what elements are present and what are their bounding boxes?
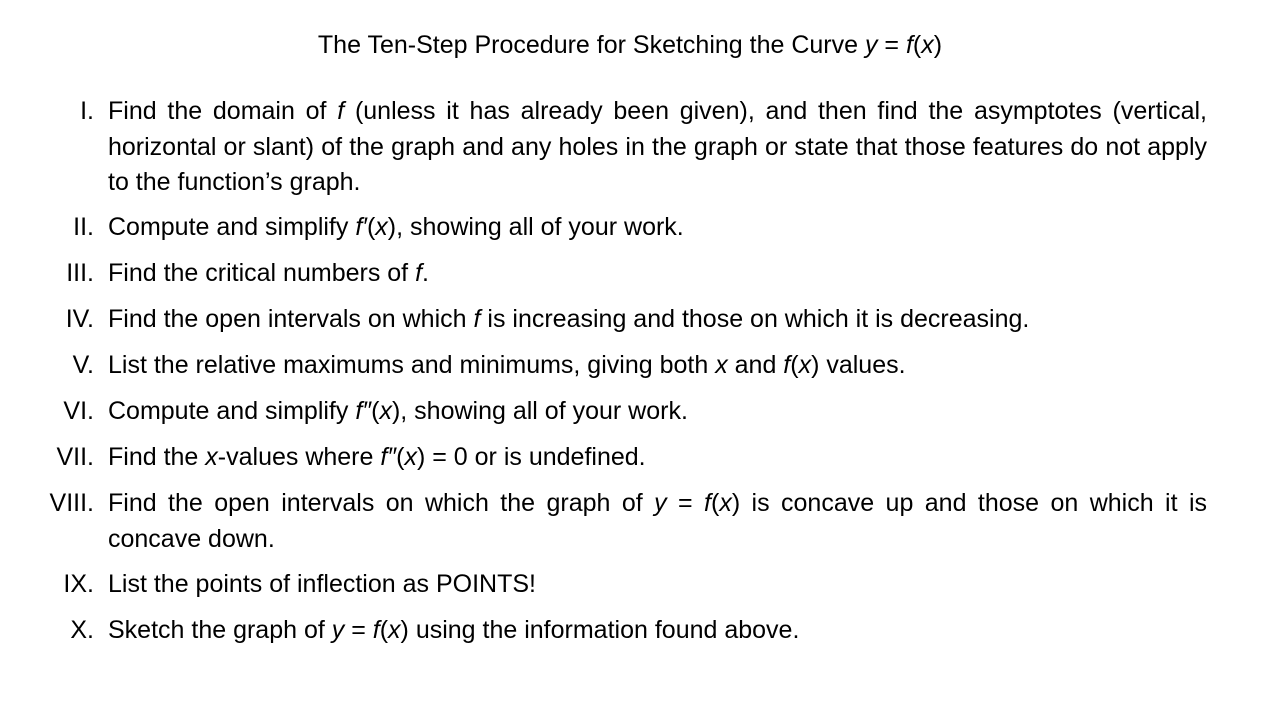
step-text-part: =	[666, 489, 705, 517]
step-text	[108, 440, 1207, 476]
math-f: f	[783, 351, 791, 379]
step-text-part: Find the domain of	[108, 97, 338, 125]
title-x: x	[921, 31, 934, 59]
math-open-paren: (	[366, 213, 376, 241]
math-f-prime: f′	[355, 213, 367, 241]
math-x: x	[205, 443, 218, 471]
math-open-paren: (	[710, 489, 720, 517]
step-number: II.	[73, 213, 94, 241]
title-y: y	[864, 31, 878, 59]
step-text-part: List the points of inflection as POINTS!	[108, 570, 536, 598]
step-text	[108, 486, 1207, 557]
step-text	[108, 348, 1207, 384]
step-number: VIII.	[49, 489, 94, 517]
math-f: f	[372, 616, 380, 644]
math-x: x	[404, 443, 417, 471]
step-number: IX.	[63, 570, 94, 598]
step-number: VII.	[56, 443, 94, 471]
step-text	[108, 394, 1207, 430]
step-number: X.	[70, 616, 94, 644]
math-f: f	[473, 305, 481, 333]
math-f: f	[415, 259, 423, 287]
step-text-part: Compute and simplify	[108, 213, 356, 241]
step-text-part: Find the critical numbers of	[108, 259, 416, 287]
step-text	[108, 210, 1207, 246]
math-y: y	[654, 489, 667, 517]
step-text-part: is increasing and those on which it is decreasing.	[480, 305, 1030, 333]
title-f: f	[905, 31, 913, 59]
step-text-part: Find the open intervals on which the graph of	[108, 489, 655, 517]
math-f-double-prime: f″	[380, 443, 397, 471]
math-x: x	[719, 489, 732, 517]
step-number: IV.	[65, 305, 94, 333]
title-equals: =	[877, 31, 906, 59]
step-text-part: and	[727, 351, 784, 379]
step-text-part: ) = 0 or is undefined.	[416, 443, 646, 471]
step-text	[108, 302, 1207, 338]
math-f: f	[337, 97, 345, 125]
math-y: y	[331, 616, 345, 644]
step-number: VI.	[63, 397, 94, 425]
page-title	[0, 28, 1260, 62]
step-text-part: ) using the information found above.	[400, 616, 800, 644]
math-open-paren: (	[790, 351, 799, 379]
step-number: III.	[66, 259, 94, 287]
step-text	[108, 256, 1207, 292]
math-x: x	[715, 351, 728, 379]
step-text-part: =	[344, 616, 373, 644]
math-f: f	[704, 489, 711, 517]
step-text-part: ), showing all of your work.	[387, 213, 684, 241]
math-x: x	[379, 397, 392, 425]
step-text-part: ) is concave up and those on which it is concave down.	[108, 489, 1207, 553]
title-open-paren: (	[912, 31, 922, 59]
step-number: I.	[80, 97, 94, 125]
math-x: x	[798, 351, 812, 379]
step-number: V.	[72, 351, 94, 379]
step-text-part: Compute and simplify	[108, 397, 356, 425]
step-text-part: -values where	[217, 443, 381, 471]
step-text-part: (unless it has already been given), and then find the asymptotes (vertical, horizontal or slant) of the graph and any holes in the graph or state that those features do not apply to the function’s graph.	[108, 97, 1207, 196]
step-text	[108, 567, 1207, 603]
math-open-paren: (	[371, 397, 380, 425]
step-text-part: List the relative maximums and minimums, giving both	[108, 351, 716, 379]
step-text-part: Find the open intervals on which	[108, 305, 474, 333]
math-open-paren: (	[379, 616, 389, 644]
step-text-part: ), showing all of your work.	[391, 397, 688, 425]
math-x: x	[388, 616, 401, 644]
math-x: x	[375, 213, 388, 241]
step-text-part: ) values.	[811, 351, 906, 379]
math-open-paren: (	[396, 443, 405, 471]
step-text-part: Sketch the graph of	[108, 616, 332, 644]
step-text	[108, 94, 1207, 201]
step-text	[108, 613, 1207, 649]
title-close-paren: )	[933, 31, 943, 59]
step-text-part: .	[422, 259, 429, 287]
math-f-double-prime: f″	[355, 397, 372, 425]
step-text-part: Find the	[108, 443, 206, 471]
title-text: The Ten-Step Procedure for Sketching the Curve	[317, 31, 865, 59]
